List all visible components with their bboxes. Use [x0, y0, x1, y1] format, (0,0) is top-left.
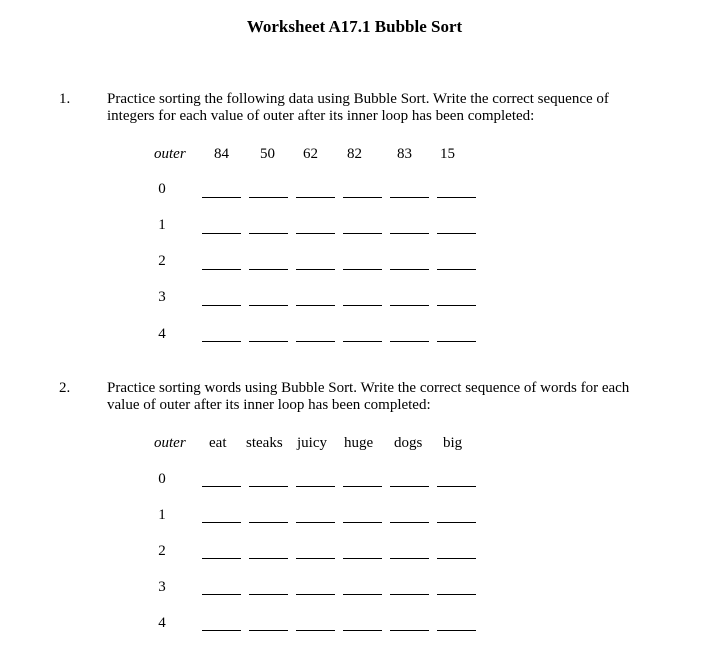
q2-answer-blank[interactable] [390, 594, 429, 595]
worksheet-title: Worksheet A17.1 Bubble Sort [246, 17, 463, 36]
q2-row-number: 4 [158, 615, 166, 631]
q1-row-number: 3 [158, 289, 166, 305]
q1-answer-blank[interactable] [202, 269, 241, 270]
q1-answer-blank[interactable] [437, 269, 476, 270]
q2-data-item: big [443, 435, 463, 451]
q2-answer-blank[interactable] [202, 594, 241, 595]
q2-answer-blank[interactable] [202, 486, 241, 487]
q2-data-item: dogs [394, 435, 423, 451]
q1-answer-blank[interactable] [390, 233, 429, 234]
q2-answer-blank[interactable] [437, 522, 476, 523]
q2-answer-blank[interactable] [202, 558, 241, 559]
q2-answer-blank[interactable] [390, 486, 429, 487]
q1-data-item: 50 [260, 146, 275, 162]
q1-answer-blank[interactable] [343, 305, 382, 306]
q1-answer-blank[interactable] [296, 197, 335, 198]
q2-row-number: 2 [158, 543, 166, 559]
q1-answer-blank[interactable] [202, 233, 241, 234]
q2-answer-blank[interactable] [202, 630, 241, 631]
q2-row-number: 1 [158, 507, 166, 523]
q2-answer-blank[interactable] [249, 486, 288, 487]
q1-answer-blank[interactable] [343, 197, 382, 198]
q2-answer-blank[interactable] [249, 558, 288, 559]
q1-outer-label: outer [154, 146, 186, 162]
q1-answer-blank[interactable] [296, 269, 335, 270]
question-1-number: 1. [59, 91, 71, 107]
q2-data-item: huge [344, 435, 374, 451]
q1-answer-blank[interactable] [437, 197, 476, 198]
q1-row-number: 4 [158, 326, 166, 342]
q1-answer-blank[interactable] [202, 197, 241, 198]
q2-answer-blank[interactable] [249, 522, 288, 523]
q2-answer-blank[interactable] [437, 630, 476, 631]
q1-answer-blank[interactable] [249, 305, 288, 306]
question-1-text-line1: Practice sorting the following data using Bubble Sort. Write the correct sequence of [107, 91, 609, 107]
q2-row-number: 3 [158, 579, 166, 595]
q1-answer-blank[interactable] [296, 305, 335, 306]
question-2-number: 2. [59, 380, 71, 396]
q1-answer-blank[interactable] [390, 269, 429, 270]
q1-answer-blank[interactable] [343, 341, 382, 342]
q2-answer-blank[interactable] [296, 558, 335, 559]
q1-data-item: 84 [214, 146, 229, 162]
q1-answer-blank[interactable] [390, 341, 429, 342]
q1-answer-blank[interactable] [296, 341, 335, 342]
q1-answer-blank[interactable] [249, 233, 288, 234]
q2-answer-blank[interactable] [296, 630, 335, 631]
q2-answer-blank[interactable] [390, 630, 429, 631]
q2-answer-blank[interactable] [296, 594, 335, 595]
q1-data-item: 62 [303, 146, 318, 162]
q2-answer-blank[interactable] [390, 558, 429, 559]
question-1-text-line2: integers for each value of outer after its inner loop has been completed: [107, 108, 535, 124]
question-2-text-line2: value of outer after its inner loop has been completed: [107, 397, 431, 413]
question-1-text [107, 91, 677, 125]
q2-answer-blank[interactable] [437, 486, 476, 487]
q1-answer-blank[interactable] [249, 341, 288, 342]
q2-answer-blank[interactable] [249, 594, 288, 595]
q2-answer-blank[interactable] [296, 522, 335, 523]
q1-answer-blank[interactable] [202, 341, 241, 342]
q2-data-item: eat [209, 435, 227, 451]
q1-data-item: 15 [440, 146, 455, 162]
q1-answer-blank[interactable] [343, 269, 382, 270]
q2-answer-blank[interactable] [437, 594, 476, 595]
q2-answer-blank[interactable] [296, 486, 335, 487]
q2-outer-label: outer [154, 435, 186, 451]
q1-row-number: 0 [158, 181, 166, 197]
q1-answer-blank[interactable] [390, 197, 429, 198]
q1-data-item: 82 [347, 146, 362, 162]
q1-answer-blank[interactable] [390, 305, 429, 306]
q1-row-number: 1 [158, 217, 166, 233]
q1-answer-blank[interactable] [249, 269, 288, 270]
q1-answer-blank[interactable] [437, 305, 476, 306]
q2-answer-blank[interactable] [343, 558, 382, 559]
q1-answer-blank[interactable] [202, 305, 241, 306]
q1-answer-blank[interactable] [437, 341, 476, 342]
q2-answer-blank[interactable] [343, 486, 382, 487]
q1-answer-blank[interactable] [296, 233, 335, 234]
question-2-text-line1: Practice sorting words using Bubble Sort. Write the correct sequence of words for each [107, 380, 630, 396]
q2-answer-blank[interactable] [343, 522, 382, 523]
q2-answer-blank[interactable] [202, 522, 241, 523]
q1-answer-blank[interactable] [343, 233, 382, 234]
q2-data-item: juicy [297, 435, 327, 451]
q2-answer-blank[interactable] [343, 630, 382, 631]
q1-row-number: 2 [158, 253, 166, 269]
q2-answer-blank[interactable] [390, 522, 429, 523]
q2-data-item: steaks [246, 435, 283, 451]
q2-row-number: 0 [158, 471, 166, 487]
question-2-text [107, 380, 677, 414]
q2-answer-blank[interactable] [437, 558, 476, 559]
q2-answer-blank[interactable] [249, 630, 288, 631]
q1-answer-blank[interactable] [249, 197, 288, 198]
q2-answer-blank[interactable] [343, 594, 382, 595]
q1-answer-blank[interactable] [437, 233, 476, 234]
q1-data-item: 83 [397, 146, 412, 162]
